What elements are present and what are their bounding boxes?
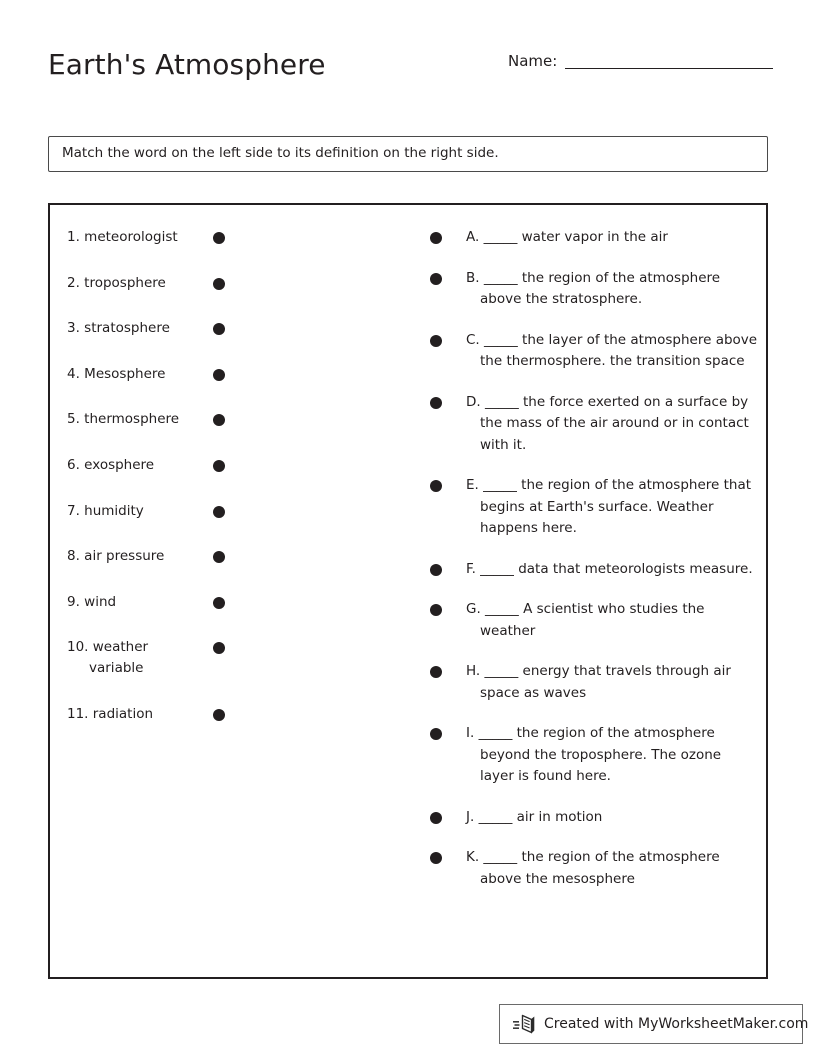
definition-text: F. _____ data that meteorologists measure. [466,560,753,577]
definition-row [410,392,770,457]
definition-match-dot[interactable] [430,666,442,678]
word-label: 7. humidity [67,502,144,519]
word-row [50,637,410,704]
word-match-dot[interactable] [213,278,225,290]
definition-match-dot[interactable] [430,728,442,740]
word-row [50,364,410,410]
matching-exercise-box [48,203,768,979]
definition-text: B. _____ the region of the atmosphere above the stratosphere. [466,269,721,307]
word-label: 3. stratosphere [67,320,170,337]
definition-match-dot[interactable] [430,604,442,616]
word-row [50,704,410,750]
word-match-dot[interactable] [213,460,225,472]
footer-text: Created with MyWorksheetMaker.com [544,1016,809,1032]
name-label: Name: [508,52,558,70]
word-match-dot[interactable] [213,414,225,426]
matching-columns [50,205,766,977]
word-label: 11. radiation [67,706,154,723]
instruction-box [48,136,768,172]
word-row [50,409,410,455]
words-column [50,227,410,750]
word-label: 1. meteorologist [67,229,178,245]
word-match-dot[interactable] [213,369,225,381]
word-label: 5. thermosphere [67,411,180,428]
word-row [50,227,410,273]
word-row [50,455,410,501]
word-row [50,592,410,638]
word-match-dot[interactable] [213,232,225,244]
definition-text: G. _____ A scientist who studies the weather [466,601,705,639]
definition-match-dot[interactable] [430,232,442,244]
word-match-dot[interactable] [213,323,225,335]
definition-row [410,599,770,642]
definition-row [410,227,770,249]
definition-text: D. _____ the force exerted on a surface by the mass of the air around or in contact with it. [466,393,749,453]
word-row [50,546,410,592]
footer-badge[interactable] [499,1004,809,1044]
definition-match-dot[interactable] [430,564,442,576]
instruction-text: Match the word on the left side to its definition on the right side. [62,145,499,162]
word-label: 4. Mesosphere [67,365,166,382]
definition-text: K. _____ the region of the atmosphere above the mesosphere [466,849,720,887]
word-match-dot[interactable] [213,642,225,654]
word-label: 2. troposphere [67,274,166,291]
word-label-continuation: variable [89,660,144,677]
word-match-dot[interactable] [213,551,225,563]
definition-row [410,330,770,373]
definition-row [410,268,770,311]
definition-row [410,475,770,540]
word-row [50,318,410,364]
word-match-dot[interactable] [213,597,225,609]
word-label: 9. wind [67,593,117,610]
word-label: 8. air pressure [67,548,165,565]
definition-row [410,559,770,581]
definition-text: J. _____ air in motion [466,808,603,825]
definition-text: I. _____ the region of the atmosphere beyond the troposphere. The ozone layer is found here. [466,725,722,784]
definitions-column [410,227,770,909]
definition-match-dot[interactable] [430,852,442,864]
definition-match-dot[interactable] [430,480,442,492]
word-label: 10. weather variable [67,637,202,679]
word-row [50,501,410,547]
page-title: Earth's Atmosphere [48,48,326,81]
definition-row [410,847,770,890]
definition-text: C. _____ the layer of the atmosphere above the thermosphere. the transition space [466,331,758,369]
word-row [50,273,410,319]
name-input-line[interactable] [565,68,773,69]
word-match-dot[interactable] [213,506,225,518]
word-label: 6. exosphere [67,456,155,473]
definition-match-dot[interactable] [430,335,442,347]
definition-match-dot[interactable] [430,397,442,409]
page-header [0,0,816,120]
name-field [508,52,773,72]
definition-row [410,807,770,829]
definition-match-dot[interactable] [430,812,442,824]
definition-text: A. _____ water vapor in the air [466,229,668,245]
definition-match-dot[interactable] [430,273,442,285]
word-match-dot[interactable] [213,709,225,721]
myworksheetmaker-logo-icon [512,1011,538,1037]
definition-text: E. _____ the region of the atmosphere that begins at Earth's surface. Weather happens here. [466,477,752,536]
definition-text: H. _____ energy that travels through air space as waves [466,663,731,701]
definition-row [410,661,770,704]
definition-row [410,723,770,788]
